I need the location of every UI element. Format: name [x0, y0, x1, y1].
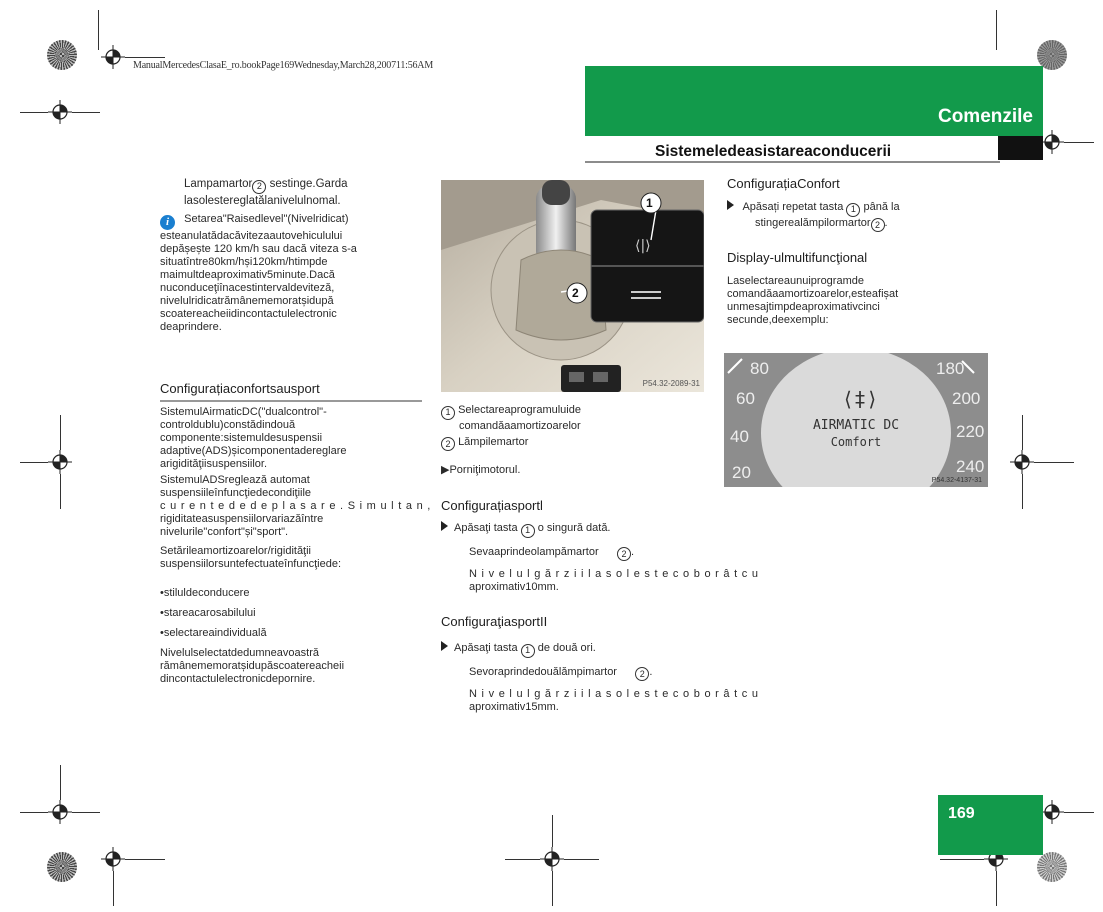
- registration-target-icon: [1040, 130, 1064, 154]
- crop-mark: [60, 765, 61, 800]
- registration-target-icon: [1040, 800, 1064, 824]
- bullet-list: [160, 583, 420, 643]
- crop-mark: [125, 57, 165, 58]
- registration-target-icon: [101, 847, 125, 871]
- heading-comfort: ConfigurațiaConfort: [727, 176, 840, 191]
- crop-mark: [996, 10, 997, 50]
- photo-code: P54.32-2089-31: [642, 379, 700, 388]
- crop-mark: [940, 859, 984, 860]
- crop-mark: [996, 871, 997, 906]
- display-mode: Comfort: [830, 435, 882, 449]
- color-rosette-bottom-left: [47, 852, 77, 882]
- gear-selector-photo: [441, 180, 704, 392]
- book-file-line: ManualMercedesClasaE_ro.bookPage169Wednesday,March28,200711:56AM: [133, 60, 434, 71]
- crop-mark: [60, 474, 61, 509]
- crop-mark: [1022, 474, 1023, 509]
- color-rosette-top-left: [47, 40, 77, 70]
- header-rule: [585, 161, 1000, 163]
- crop-mark: [20, 462, 48, 463]
- crop-mark: [125, 859, 165, 860]
- intro-paragraph: Lampamartor 2 sestinge.Garda lasolestereglatălanivelulnomal.: [184, 178, 348, 207]
- crop-mark: [113, 871, 114, 906]
- crop-mark: [60, 415, 61, 450]
- callout-number: 1: [521, 644, 535, 658]
- step-arrow-icon: [441, 521, 448, 531]
- crop-mark: [20, 812, 48, 813]
- tick-label-right: 180: [936, 359, 965, 378]
- start-engine-step: ▶Porniţimotorul.: [441, 464, 521, 476]
- image-code: P54.32-4137-31: [931, 477, 982, 484]
- heading-comfort-or-sport: Configurațiaconfortsausport: [160, 381, 320, 396]
- comfort-step: Apăsați repetat tasta 1 până la stingerealămpilormartor 2 .: [727, 200, 997, 232]
- color-rosette-bottom-right: [1037, 852, 1067, 882]
- crop-mark: [20, 112, 48, 113]
- paragraph-settings: Setărileamortizoarelor/rigidităţii suspensiilorsuntefectuateînfuncţiede:: [160, 545, 342, 570]
- crop-mark: [552, 815, 553, 847]
- page-number-band: [938, 795, 1043, 855]
- instrument-cluster-image: [724, 353, 988, 487]
- display-title: AIRMATIC DC: [812, 418, 900, 433]
- crop-mark: [1064, 812, 1094, 813]
- page-number: 169: [948, 805, 975, 822]
- callout-number: 2: [617, 547, 631, 561]
- paragraph-ads: SistemulADSreglează automat suspensiileînfuncţiedecondiţiile curentededeplasare.Simultan, rigiditateasuspensiilorvariazăîntre nivelurile"confort"și"sport".: [160, 474, 435, 538]
- tick-label-left: 60: [736, 389, 755, 408]
- registration-target-icon: [48, 450, 72, 474]
- callout-number: 1: [846, 203, 860, 217]
- crop-mark: [1064, 142, 1094, 143]
- step-arrow-icon: [727, 200, 734, 210]
- crop-mark: [505, 859, 540, 860]
- header-black-block: [998, 136, 1043, 160]
- callout-number: 2: [252, 180, 266, 194]
- info-note: i Setarea"Raisedlevel"(Nivelridicat) esteanulatădacăvitezaautovehiculului depășește 120 km/h sau dacă viteza s-a situatîntre80km/hși120km/htimpde maimultdeaproximativ5minute.Dacă nuconduceţiînacestintervaldeviteză, nivelulridicatrămânememoratșidupă scoatereacheiidincontactulelectronic deaprindere.: [160, 213, 357, 333]
- registration-target-icon: [540, 847, 564, 871]
- tick-label-left: 80: [750, 359, 769, 378]
- tick-label-right: 220: [956, 422, 985, 441]
- list-item: •stiluldeconducere: [160, 587, 250, 599]
- crop-mark: [72, 112, 100, 113]
- tick-label-right: 240: [956, 457, 985, 476]
- info-icon: i: [160, 215, 175, 230]
- callout-2: 2: [572, 286, 579, 300]
- callout-number: 1: [521, 524, 535, 538]
- callout-number: 2: [871, 218, 885, 232]
- registration-target-icon: [1010, 450, 1034, 474]
- sport-2-steps: Apăsaţi tasta 1 de două ori. Sevoraprindedouălămpimartor 2 . Nivelulgărziilasolestecoborâtcu aproximativ15mm.: [441, 641, 861, 714]
- display-paragraph: Laselectareaunuiprogramde comandăaamortizoarelor,esteafișat unmesajtimpdeaproximativcinci secunde,deexemplu:: [727, 275, 899, 326]
- callout-number: 1: [441, 406, 455, 420]
- tick-label-right: 200: [952, 389, 981, 408]
- tick-label-left: 40: [730, 427, 749, 446]
- crop-mark: [552, 871, 553, 906]
- crop-mark: [72, 812, 100, 813]
- crop-mark: [564, 859, 599, 860]
- heading-sport-2: ConfiguraţiasportII: [441, 614, 548, 629]
- photo-legend: 1 Selectareaprogramuluide comandăaamortizoarelor 2 Lămpilemartor: [441, 404, 711, 451]
- callout-number: 2: [635, 667, 649, 681]
- svg-text:⟨|⟩: ⟨|⟩: [635, 238, 651, 254]
- heading-multifunction-display: Display-ulmultifuncţional: [727, 250, 868, 265]
- registration-target-icon: [101, 45, 125, 69]
- section-header-band: [585, 66, 1043, 136]
- crop-mark: [1022, 415, 1023, 450]
- sport-1-steps: Apăsaţi tasta 1 o singură dată. Sevaaprindeolampămartor 2 . Nivelulgărziilasolestecoborâtcu aproximativ10mm.: [441, 521, 861, 594]
- step-arrow-icon: [441, 641, 448, 651]
- registration-target-icon: [48, 100, 72, 124]
- tick-label-left: 20: [732, 463, 751, 482]
- list-item: •selectareaindividuală: [160, 627, 267, 639]
- list-item: •stareacarosabilului: [160, 607, 256, 619]
- crop-mark: [1034, 462, 1074, 463]
- callout-number: 2: [441, 437, 455, 451]
- section-title: Comenzile: [937, 106, 1033, 127]
- heading-sport-1: Configurațiasportl: [441, 498, 543, 513]
- paragraph-memory: Nivelulselectatdedumneavoastră rămânememoratșidupăscoatereacheii dincontactulelectronicdepornire.: [160, 647, 345, 685]
- suspension-level-icon: ⟨‡⟩: [842, 387, 879, 411]
- paragraph-airmatic: SistemulAirmaticDC("dualcontrol"- controldublu)constădindouă componente:sistemuldesuspensii adaptive(ADS)șicomponentadereglare arigidităţiisuspensiilor.: [160, 406, 347, 470]
- registration-target-icon: [48, 800, 72, 824]
- crop-mark: [98, 10, 99, 50]
- subsection-title: Sistemeledeasistareaconducerii: [655, 143, 892, 160]
- callout-1: 1: [646, 196, 653, 210]
- heading-rule: [160, 400, 422, 402]
